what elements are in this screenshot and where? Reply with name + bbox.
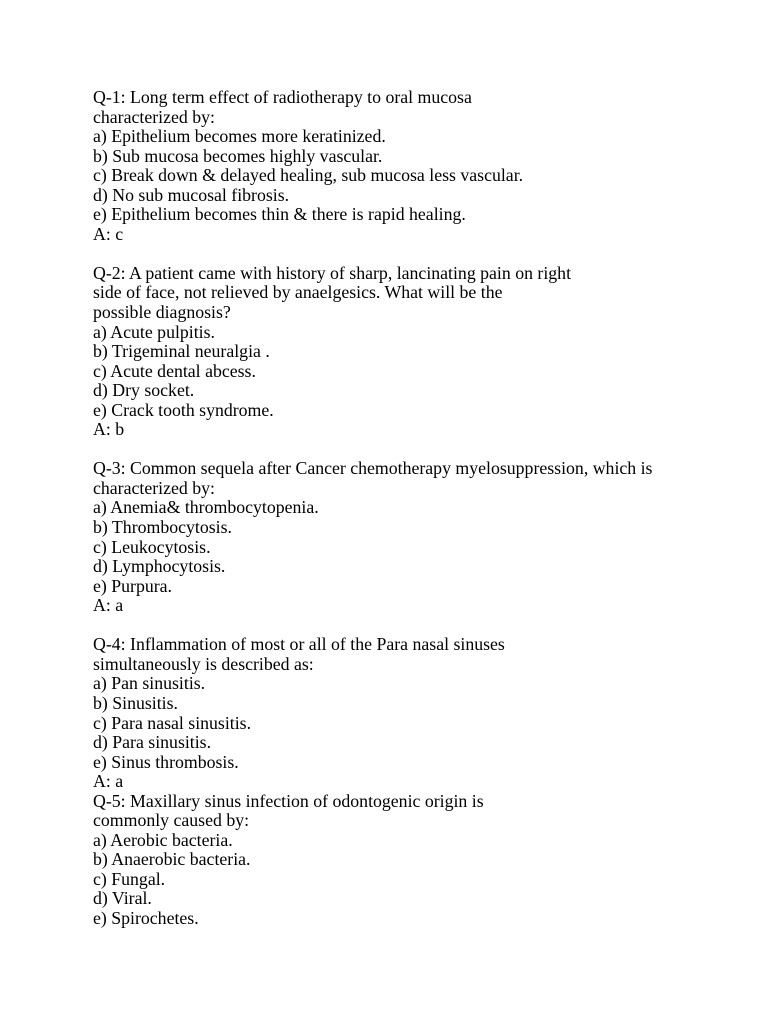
question-stem-line: Q-4: Inflammation of most or all of the Para nasal sinuses	[93, 634, 505, 655]
option-a: a) Anemia& thrombocytopenia.	[93, 497, 319, 518]
option-a: a) Epithelium becomes more keratinized.	[93, 126, 386, 147]
option-c: c) Break down & delayed healing, sub mucosa less vascular.	[93, 165, 524, 186]
option-b: b) Thrombocytosis.	[93, 517, 232, 538]
option-d: d) Dry socket.	[93, 380, 195, 401]
question-stem-line: Q-2: A patient came with history of sharp, lancinating pain on right	[93, 262, 572, 283]
question-stem-line: simultaneously is described as:	[93, 653, 314, 674]
question-4	[93, 635, 733, 791]
answer: A: c	[93, 223, 124, 244]
question-stem-line: Q-3: Common sequela after Cancer chemotherapy myelosuppression, which is	[93, 458, 653, 479]
question-stem-line: Q-1: Long term effect of radiotherapy to oral mucosa	[93, 87, 472, 107]
option-e: e) Spirochetes.	[93, 907, 199, 928]
option-c: c) Fungal.	[93, 868, 166, 889]
option-d: d) Lymphocytosis.	[93, 556, 226, 577]
answer: A: b	[93, 419, 125, 440]
option-e: e) Epithelium becomes thin & there is rapid healing.	[93, 204, 466, 225]
option-a: a) Pan sinusitis.	[93, 673, 206, 694]
option-c: c) Para nasal sinusitis.	[93, 712, 252, 733]
document-body	[93, 88, 733, 929]
option-e: e) Sinus thrombosis.	[93, 751, 239, 772]
question-5	[93, 792, 733, 929]
option-c: c) Acute dental abcess.	[93, 360, 256, 381]
option-b: b) Anaerobic bacteria.	[93, 849, 251, 870]
option-c: c) Leukocytosis.	[93, 536, 211, 557]
question-stem-line: characterized by:	[93, 477, 215, 498]
question-stem-line: side of face, not relieved by anaelgesics. What will be the	[93, 282, 503, 303]
answer: A: a	[93, 595, 124, 616]
question-stem-line: Q-5: Maxillary sinus infection of odontogenic origin is	[93, 790, 484, 811]
option-d: d) No sub mucosal fibrosis.	[93, 184, 290, 205]
option-e: e) Purpura.	[93, 575, 172, 596]
option-a: a) Acute pulpitis.	[93, 321, 215, 342]
option-b: b) Trigeminal neuralgia .	[93, 341, 270, 362]
question-3	[93, 459, 733, 615]
option-e: e) Crack tooth syndrome.	[93, 399, 274, 420]
option-d: d) Viral.	[93, 888, 152, 909]
question-1	[93, 88, 733, 244]
question-stem-line: characterized by:	[93, 106, 215, 127]
option-d: d) Para sinusitis.	[93, 732, 212, 753]
question-2	[93, 264, 733, 440]
option-b: b) Sub mucosa becomes highly vascular.	[93, 145, 383, 166]
answer: A: a	[93, 771, 124, 792]
question-stem-line: possible diagnosis?	[93, 302, 231, 323]
question-stem-line: commonly caused by:	[93, 810, 250, 831]
option-b: b) Sinusitis.	[93, 692, 178, 713]
option-a: a) Aerobic bacteria.	[93, 829, 233, 850]
